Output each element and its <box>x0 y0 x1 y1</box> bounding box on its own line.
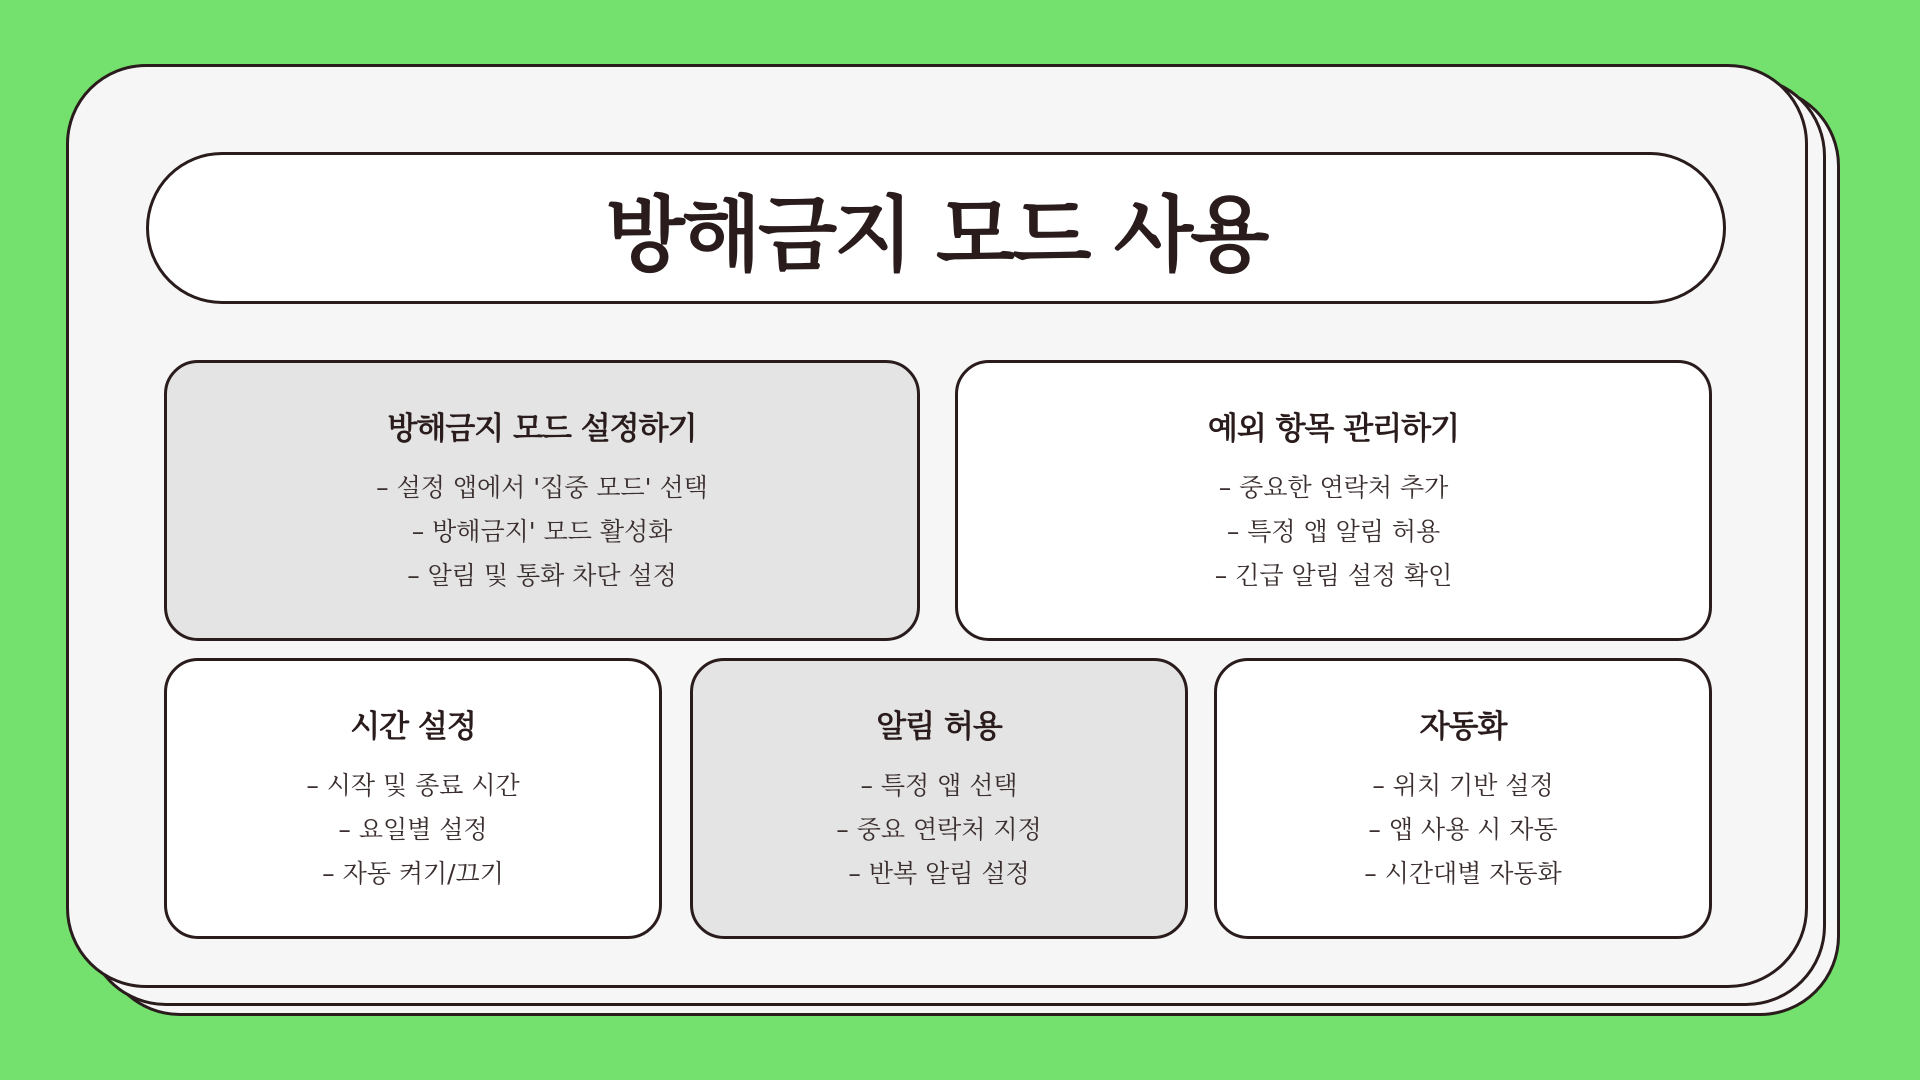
list-item: – 요일별 설정 <box>338 815 488 844</box>
list-item: – 자동 켜기/끄기 <box>322 859 504 888</box>
section-list <box>836 764 1041 896</box>
list-item: – 특정 앱 알림 허용 <box>1226 517 1441 546</box>
list-item: – 반복 알림 설정 <box>848 859 1030 888</box>
section-allow-notifications <box>690 658 1188 939</box>
section-title: 알림 허용 <box>876 709 1002 745</box>
section-time <box>164 658 662 939</box>
list-item: – 위치 기반 설정 <box>1372 771 1554 800</box>
title-banner <box>146 152 1726 304</box>
list-item: – 설정 앱에서 '집중 모드' 선택 <box>376 473 708 502</box>
list-item: – 시간대별 자동화 <box>1364 859 1562 888</box>
section-title: 방해금지 모드 설정하기 <box>387 411 697 447</box>
section-title: 자동화 <box>1419 709 1507 745</box>
list-item: – 중요한 연락처 추가 <box>1218 473 1449 502</box>
page-title: 방해금지 모드 사용 <box>605 187 1267 283</box>
section-list <box>376 466 708 598</box>
section-list <box>306 764 519 896</box>
section-exceptions <box>955 360 1712 641</box>
section-list <box>1364 764 1561 896</box>
list-item: – 알림 및 통화 차단 설정 <box>407 561 677 590</box>
list-item: – 긴급 알림 설정 확인 <box>1214 561 1453 590</box>
list-item: – 특정 앱 선택 <box>860 771 1018 800</box>
list-item: – 방해금지' 모드 활성화 <box>411 517 673 546</box>
section-title: 예외 항목 관리하기 <box>1207 411 1460 447</box>
section-setup <box>164 360 920 641</box>
section-automation <box>1214 658 1712 939</box>
list-item: – 중요 연락처 지정 <box>836 815 1042 844</box>
list-item: – 앱 사용 시 자동 <box>1368 815 1558 844</box>
list-item: – 시작 및 종료 시간 <box>306 771 520 800</box>
section-title: 시간 설정 <box>350 709 476 745</box>
section-list <box>1215 466 1453 598</box>
